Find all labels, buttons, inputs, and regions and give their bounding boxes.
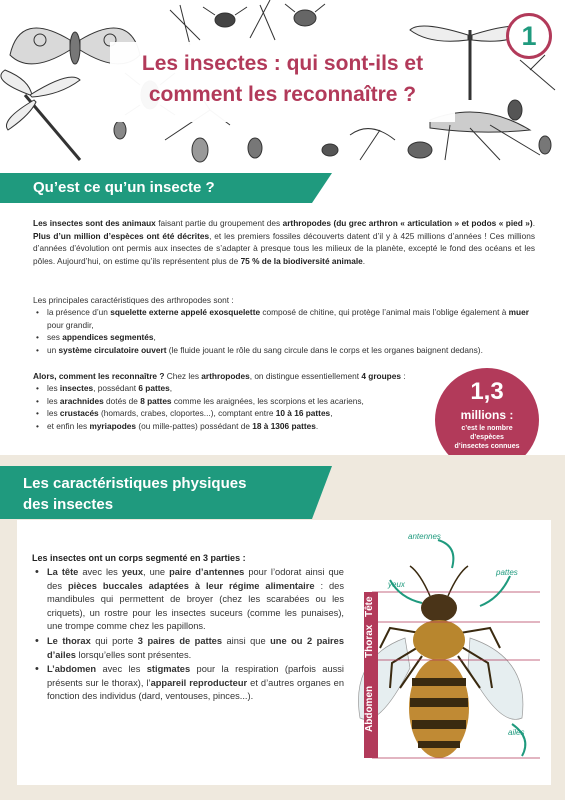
segment-label-abdomen: Abdomen [364,660,378,758]
list-item-abdomen: • L’abdomen avec les stigmates pour la respiration (parfois aussi présents sur le thorax), l’appareil reproducteur et d’autres organes en fonction des individus (dard, ventouses, pinces...). [32,663,344,704]
section2-heading-bar [0,466,312,519]
intro-paragraph: Les insectes sont des animaux faisant partie du groupement des arthropodes (du grec arthron « articulation » et podos « pied »). Plus d’un million d’espèces ont été décrites, et les premiers fossiles découverts datent d’il y à 425 millions d’années ! Ces millions d’années d’évolution ont permis aux insectes de s’adapter à presque tous les milieux de la planète, excepté le fond des océans et les pôles. Aujourd’hui, on estime qu’ils représentent plus de 75 % de la biodiversité animale. [33,218,536,267]
recognition-paragraph: Alors, comment les reconnaître ? Chez les arthropodes, on distingue essentiellement 4 groupes : [33,371,406,381]
dragonfly-drawing [1,70,80,160]
badge-number: 1,3 [470,378,504,405]
badge-caption: c’est le nombre d’espèces d’insectes connues [454,425,520,450]
arthropod-characteristics-intro: Les principales caractéristiques des arthropodes sont : [33,295,234,305]
list-item: • les crustacés (homards, crabes, cloportes...), comptant entre 10 à 16 pattes, [33,407,433,420]
label-ailes: ailes [508,728,525,737]
list-item-head: • La tête avec les yeux, une paire d’antennes pour l’odorat ainsi que des pièces buccales adaptées à leur régime alimentaire : des mandibules qui permettent de broyer (chez les scarabées ou les criquets), un rostre pour les insectes suceurs (comme les punaises), une trompe comme chez les papillons. [32,566,344,634]
list-item: • les arachnides dotés de 8 pattes comme les araignées, les scorpions et les acariens, [33,395,433,408]
page-number-badge: 1 [506,13,552,59]
section1-heading: Qu’est ce qu’un insecte ? [33,179,215,196]
list-item: • la présence d’un squelette externe appelé exosquelette composé de chitine, qui protège l’animal mais l’oblige également à muer pour grandir, [33,306,535,331]
label-antennes: antennes [408,532,441,541]
label-yeux: yeux [388,580,405,589]
section2-heading-line1: Les caractéristiques physiques [23,475,247,492]
list-item: • un système circulatoire ouvert (le fluide jouant le rôle du sang circule dans le corps et les organes baignent dedans). [33,344,535,357]
list-item: • ses appendices segmentés, [33,331,535,344]
list-item-thorax: • Le thorax qui porte 3 paires de pattes ainsi que une ou 2 paires d’ailes lorsqu’elles sont présentes. [32,635,344,662]
body-parts-list [32,566,344,705]
bee-drawing [350,528,550,780]
arthropod-characteristics-list [33,306,535,357]
label-pattes: pattes [496,568,518,577]
section1-heading-bar [0,173,312,203]
segment-label-thorax: Thorax [364,622,378,660]
body-parts-intro: Les insectes ont un corps segmenté en 3 parties : [32,553,246,563]
arthropod-groups-list [33,382,433,433]
page-title: Les insectes : qui sont-ils et comment les reconnaître ? [141,52,424,106]
badge-unit: millions : [460,408,514,422]
list-item: • et enfin les myriapodes (ou mille-pattes) possédant de 18 à 1306 pattes. [33,420,433,433]
bee-anatomy-diagram [350,528,550,780]
list-item: • les insectes, possédant 6 pattes, [33,382,433,395]
segment-label-head: Tête [364,592,378,622]
section2-heading-line2: des insectes [23,496,114,513]
